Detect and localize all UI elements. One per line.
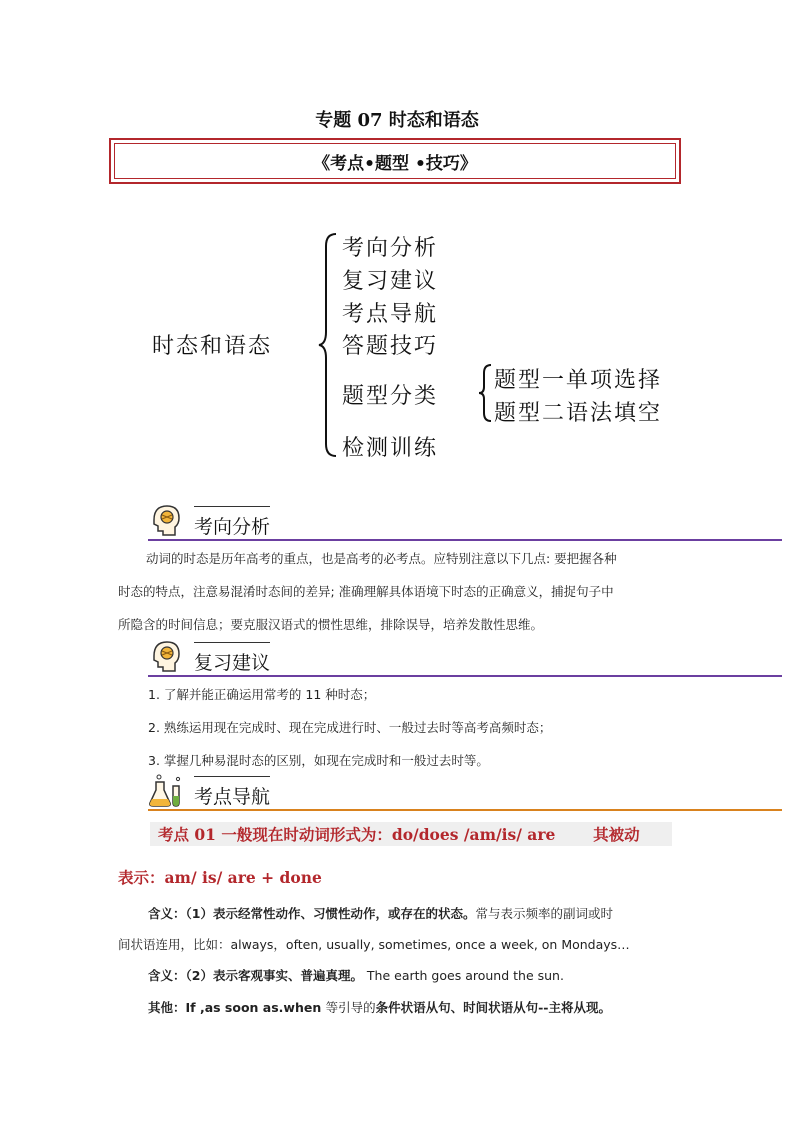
kaodian-heading: [150, 822, 672, 846]
mindmap-branch-fuxi: 复习建议: [342, 269, 439, 294]
passive-form-line: 表示：am/ is/ are + done: [118, 868, 322, 887]
list-item: 1. 了解并能正确运用常考的 11 种时态；: [148, 687, 376, 702]
section-top-rule: [194, 642, 270, 643]
section-top-rule: [194, 776, 270, 777]
head-lightbulb-icon: [148, 638, 184, 674]
meaning1-rest: 常与表示频率的副词或时: [475, 906, 613, 921]
section-header-fuxi: [148, 638, 782, 678]
mindmap-branch-kaodian: 考点导航: [342, 302, 439, 327]
section-header-kaoxiang: [148, 502, 782, 542]
kaodian-text: 考点 01 一般现在时动词形式为：do/does /am/is/ are 其被动: [158, 825, 640, 844]
list-item: 3. 掌握几种易混时态的区别，如现在完成时和一般过去时等。: [148, 753, 489, 768]
title-frame: [109, 138, 681, 184]
mindmap-sub-yufa: 题型二语法填空: [494, 401, 663, 426]
section-title: 考点导航: [194, 786, 271, 808]
meaning1-line2: 间状语连用，比如：always，often, usually, sometimes, once a week, on Mondays…: [118, 937, 630, 952]
other-end: 条件状语从句、时间状语从句--主将从现。: [375, 1000, 611, 1015]
page-title: 专题 07 时态和语态: [315, 110, 479, 131]
mindmap-branch-kaoxiang: 考向分析: [342, 236, 439, 261]
paragraph-line: 时态的特点，注意易混淆时态间的差异; 准确理解具体语境下时态的正确意义，捕捉句子中: [118, 584, 614, 599]
section-divider: [148, 809, 782, 811]
section-title: 复习建议: [194, 652, 271, 674]
paragraph-line: 动词的时态是历年高考的重点，也是高考的必考点。应特别注意以下几点: 要把握各种: [146, 551, 617, 566]
mindmap-root: 时态和语态: [152, 334, 273, 359]
section-divider: [148, 539, 782, 541]
list-item: 2. 熟练运用现在完成时、现在完成进行时、一般过去时等高考高频时态；: [148, 720, 552, 735]
main-brace-icon: [318, 232, 342, 458]
lab-flask-icon: [148, 772, 184, 808]
sub-brace-icon: [478, 363, 494, 423]
other-mid: 等引导的: [325, 1000, 376, 1015]
meaning1-line: [148, 904, 613, 922]
section1-paragraph: [118, 542, 688, 641]
mindmap-sub-danxiang: 题型一单项选择: [494, 368, 663, 393]
head-lightbulb-icon: [148, 502, 184, 538]
section-divider: [148, 675, 782, 677]
section-title: 考向分析: [194, 516, 271, 538]
meaning1-label: 含义：（1）表示经常性动作、习惯性动作，或存在的状态。: [148, 906, 476, 921]
paragraph-line: 所隐含的时间信息；要克服汉语式的惯性思维，排除误导，培养发散性思维。: [118, 617, 544, 632]
section-header-kaodian: [148, 772, 782, 812]
meaning2-example: The earth goes around the sun.: [362, 968, 564, 983]
mindmap-branch-jiance: 检测训练: [342, 436, 439, 461]
section-top-rule: [194, 506, 270, 507]
section2-list: [148, 685, 551, 784]
meaning2-line: [148, 966, 564, 984]
meaning2-label: 含义：（2）表示客观事实、普遍真理。: [148, 968, 363, 983]
other-label: 其他：If ,as soon as.when: [148, 1000, 326, 1015]
frame-title: 《考点•题型 •技巧》: [114, 143, 676, 179]
other-line: [148, 998, 611, 1016]
mindmap-branch-tixing: 题型分类: [342, 384, 439, 409]
mindmap-branch-dati: 答题技巧: [342, 334, 439, 359]
